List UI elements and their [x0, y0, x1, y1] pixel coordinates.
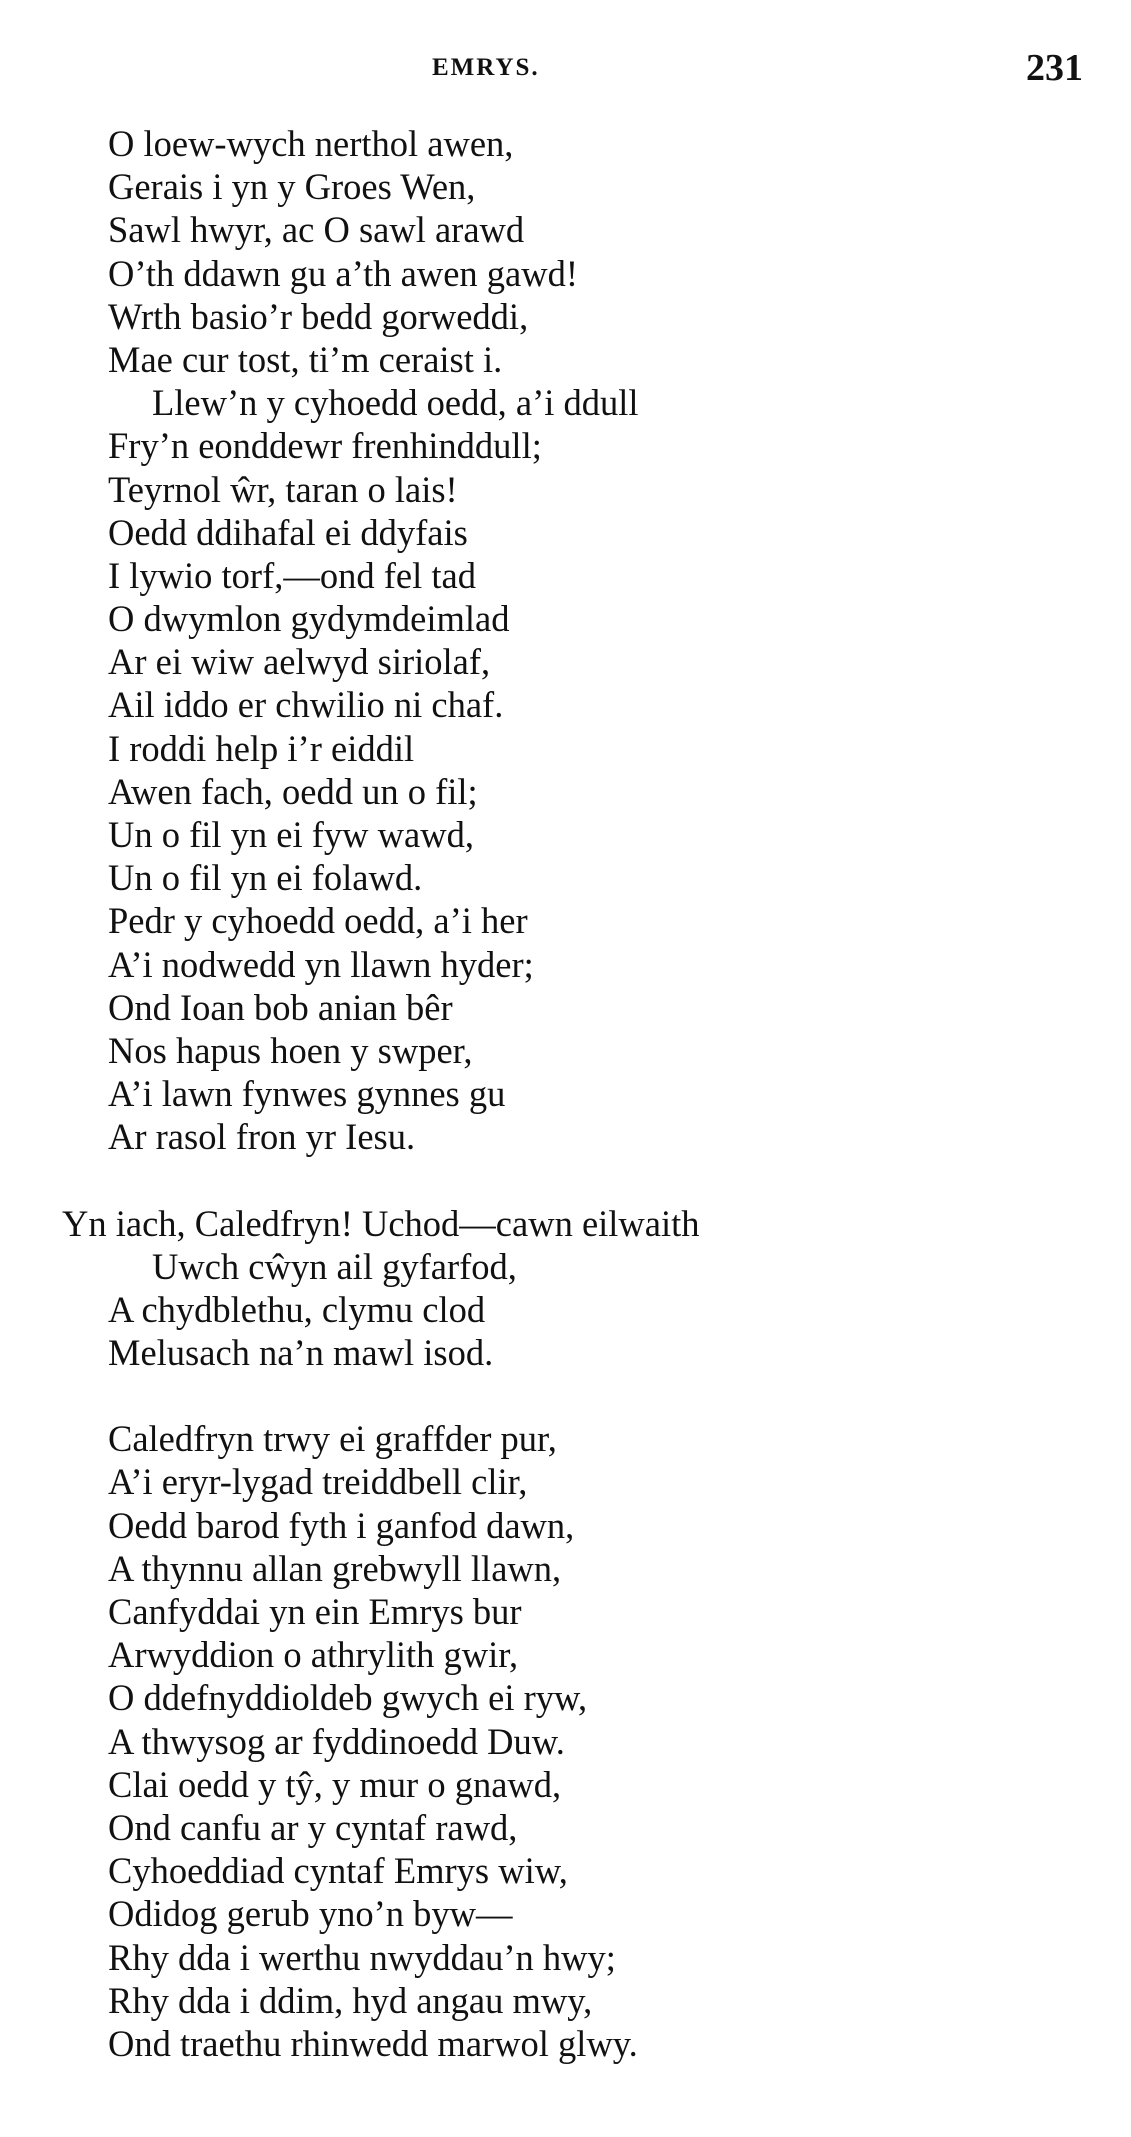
- poem-line: Un o fil yn ei folawd.: [108, 857, 423, 899]
- poem-line: Clai oedd y tŷ, y mur o gnawd,: [108, 1763, 562, 1805]
- poem-line: Awen fach, oedd un o fil;: [108, 770, 478, 812]
- poem-line: Oedd ddihafal ei ddyfais: [108, 511, 468, 553]
- poem-line: Nos hapus hoen y swper,: [108, 1029, 473, 1071]
- poem-line: Fry’n eonddewr frenhinddull;: [108, 425, 542, 467]
- poem-body: [0, 122, 1131, 2065]
- poem-line: O ddefnyddioldeb gwych ei ryw,: [108, 1677, 588, 1719]
- poem-line: A’i eryr-lygad treiddbell clir,: [108, 1461, 528, 1503]
- poem-line: A thynnu allan grebwyll llawn,: [108, 1547, 562, 1589]
- poem-line: I roddi help i’r eiddil: [108, 727, 415, 769]
- poem-line: Ar rasol fron yr Iesu.: [108, 1116, 416, 1158]
- poem-line: Odidog gerub yno’n byw—: [108, 1893, 513, 1935]
- poem-line: A’i nodwedd yn llawn hyder;: [108, 943, 534, 985]
- poem-line: Llew’n y cyhoedd oedd, a’i ddull: [152, 382, 639, 424]
- poem-line: O dwymlon gydymdeimlad: [108, 598, 510, 640]
- poem-line: Cyhoeddiad cyntaf Emrys wiw,: [108, 1850, 568, 1892]
- poem-line: Pedr y cyhoedd oedd, a’i her: [108, 900, 528, 942]
- poem-line: Ond Ioan bob anian bêr: [108, 986, 453, 1028]
- stanza: [0, 1417, 1131, 2065]
- poem-line: Mae cur tost, ti’m ceraist i.: [108, 338, 503, 380]
- poem-line: I lywio torf,—ond fel tad: [108, 554, 476, 596]
- running-header: [0, 48, 1131, 88]
- poem-line: Sawl hwyr, ac O sawl arawd: [108, 209, 525, 251]
- running-title: EMRYS.: [432, 54, 540, 81]
- poem-line: Rhy dda i ddim, hyd angau mwy,: [108, 1979, 593, 2021]
- poem-line: A’i lawn fynwes gynnes gu: [108, 1073, 506, 1115]
- poem-line: Melusach na’n mawl isod.: [108, 1332, 494, 1374]
- poem-line: Caledfryn trwy ei graffder pur,: [108, 1418, 557, 1460]
- poem-line: A chydblethu, clymu clod: [108, 1288, 486, 1330]
- poem-line: O loew-wych nerthol awen,: [108, 123, 514, 164]
- poem-line: Ail iddo er chwilio ni chaf.: [108, 684, 504, 726]
- stanza: [0, 1202, 1131, 1375]
- poem-line: Canfyddai yn ein Emrys bur: [108, 1591, 522, 1632]
- poem-line: Ar ei wiw aelwyd siriolaf,: [108, 641, 491, 683]
- poem-line: O’th ddawn gu a’th awen gawd!: [108, 252, 578, 294]
- poem-line: Oedd barod fyth i ganfod dawn,: [108, 1504, 575, 1546]
- stanza: [0, 122, 1131, 1159]
- poem-line: Rhy dda i werthu nwyddau’n hwy;: [108, 1936, 616, 1978]
- poem-line: Wrth basio’r bedd gorweddi,: [108, 295, 529, 337]
- poem-line: A thwysog ar fyddinoedd Duw.: [108, 1720, 565, 1762]
- poem-line: Teyrnol ŵr, taran o lais!: [108, 468, 458, 510]
- poem-line: Gerais i yn y Groes Wen,: [108, 166, 476, 208]
- poem-line: Un o fil yn ei fyw wawd,: [108, 814, 474, 855]
- poem-line: Yn iach, Caledfryn! Uchod—cawn eilwaith: [62, 1202, 700, 1244]
- poem-line: Arwyddion o athrylith gwir,: [108, 1634, 519, 1676]
- poem-line: Ond traethu rhinwedd marwol glwy.: [108, 2022, 638, 2064]
- poem-line: Uwch cŵyn ail gyfarfod,: [152, 1245, 517, 1287]
- poem-line: Ond canfu ar y cyntaf rawd,: [108, 1806, 518, 1848]
- page-number: 231: [1026, 47, 1083, 89]
